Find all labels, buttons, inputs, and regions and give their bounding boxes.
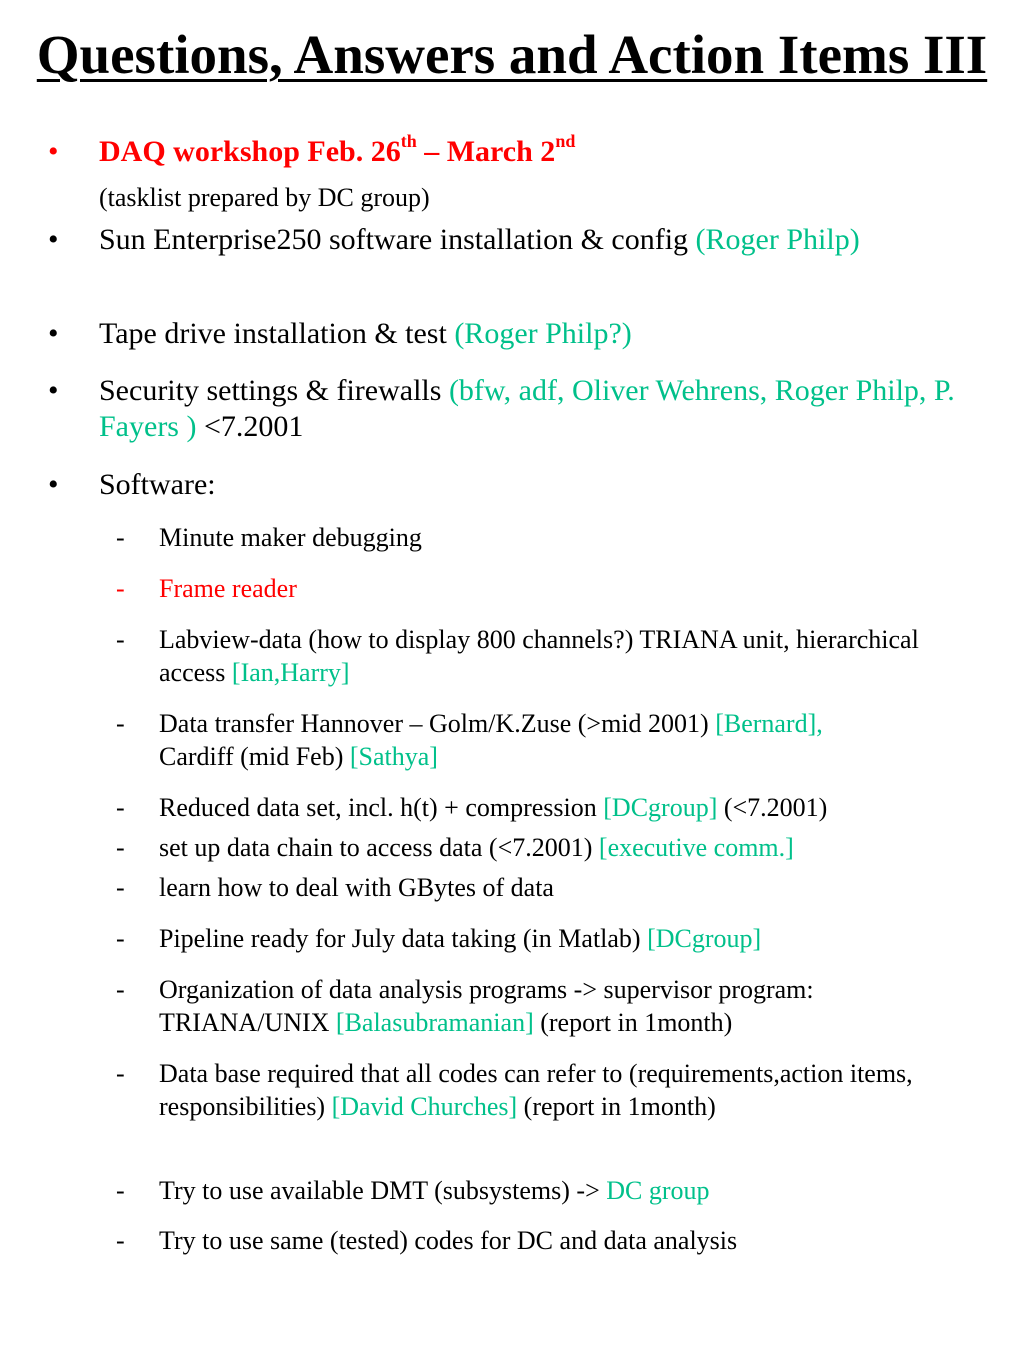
software-item-text: Data base required that all codes can refer to (requirements,action items, responsibilities) [David Churches] (report in 1month) (159, 1059, 913, 1121)
assignee: [David Churches] (331, 1092, 518, 1121)
software-item-text: Labview-data (how to display 800 channels?) TRIANA unit, hierarchical access [Ian,Harry] (159, 625, 919, 687)
bullet-marker: • (48, 135, 59, 168)
tasklist-note: (tasklist prepared by DC group) (99, 183, 430, 212)
assignee: [Balasubramanian] (335, 1008, 534, 1037)
assignee: (Roger Philp?) (454, 317, 632, 350)
dash-marker: - (116, 523, 125, 552)
assignee: [DCgroup] (603, 793, 718, 822)
bullet-text: Security settings & firewalls (bfw, adf, Oliver Wehrens, Roger Philp, P. Fayers ) <7.2001 (99, 374, 955, 443)
page-title: Questions, Answers and Action Items III (36, 24, 988, 85)
bullet-marker: • (48, 223, 59, 256)
bullet-marker: • (48, 317, 59, 350)
assignee: [Ian,Harry] (231, 658, 350, 687)
bullet-marker: • (48, 374, 59, 407)
daq-workshop-heading: DAQ workshop Feb. 26th – March 2nd (99, 131, 576, 168)
bullet-text: Tape drive installation & test (Roger Philp?) (99, 317, 632, 350)
software-item-text: Minute maker debugging (159, 523, 422, 552)
assignee: [DCgroup] (647, 924, 762, 953)
software-item-text: Try to use same (tested) codes for DC and data analysis (159, 1226, 738, 1255)
dash-marker: - (116, 873, 125, 902)
dash-marker: - (116, 574, 125, 603)
assignee: [executive comm.] (598, 833, 794, 862)
dash-marker: - (116, 833, 125, 862)
software-item-text: Try to use available DMT (subsystems) -> DC group (159, 1176, 710, 1205)
dash-marker: - (116, 793, 125, 822)
dash-marker: - (116, 1059, 125, 1088)
software-item-text: Pipeline ready for July data taking (in Matlab) [DCgroup] (159, 924, 762, 953)
assignee: (Roger Philp) (695, 223, 860, 256)
assignee: [Sathya] (349, 742, 438, 771)
dash-marker: - (116, 1226, 125, 1255)
bullet-text: Software: (99, 468, 216, 501)
dash-marker: - (116, 975, 125, 1004)
bullet-marker: • (48, 468, 59, 501)
assignee: (bfw, adf, Oliver Wehrens, Roger Philp, P. Fayers ) (99, 374, 955, 443)
software-item-text: Organization of data analysis programs -> supervisor program: TRIANA/UNIX [Balasubramanian] (report in 1month) (159, 975, 814, 1037)
software-item-text: Reduced data set, incl. h(t) + compression [DCgroup] (<7.2001) (159, 793, 828, 822)
software-item-text: Frame reader (159, 574, 297, 603)
bullet-text: Sun Enterprise250 software installation & config (Roger Philp) (99, 223, 860, 256)
dash-marker: - (116, 709, 125, 738)
dash-marker: - (116, 924, 125, 953)
assignee: DC group (606, 1176, 710, 1205)
software-item-text: learn how to deal with GBytes of data (159, 873, 554, 902)
dash-marker: - (116, 1176, 125, 1205)
assignee: [Bernard], (715, 709, 823, 738)
software-item-text: Data transfer Hannover – Golm/K.Zuse (>mid 2001) [Bernard], Cardiff (mid Feb) [Sathya] (159, 709, 823, 771)
dash-marker: - (116, 625, 125, 654)
software-item-text: set up data chain to access data (<7.2001) [executive comm.] (159, 833, 794, 862)
